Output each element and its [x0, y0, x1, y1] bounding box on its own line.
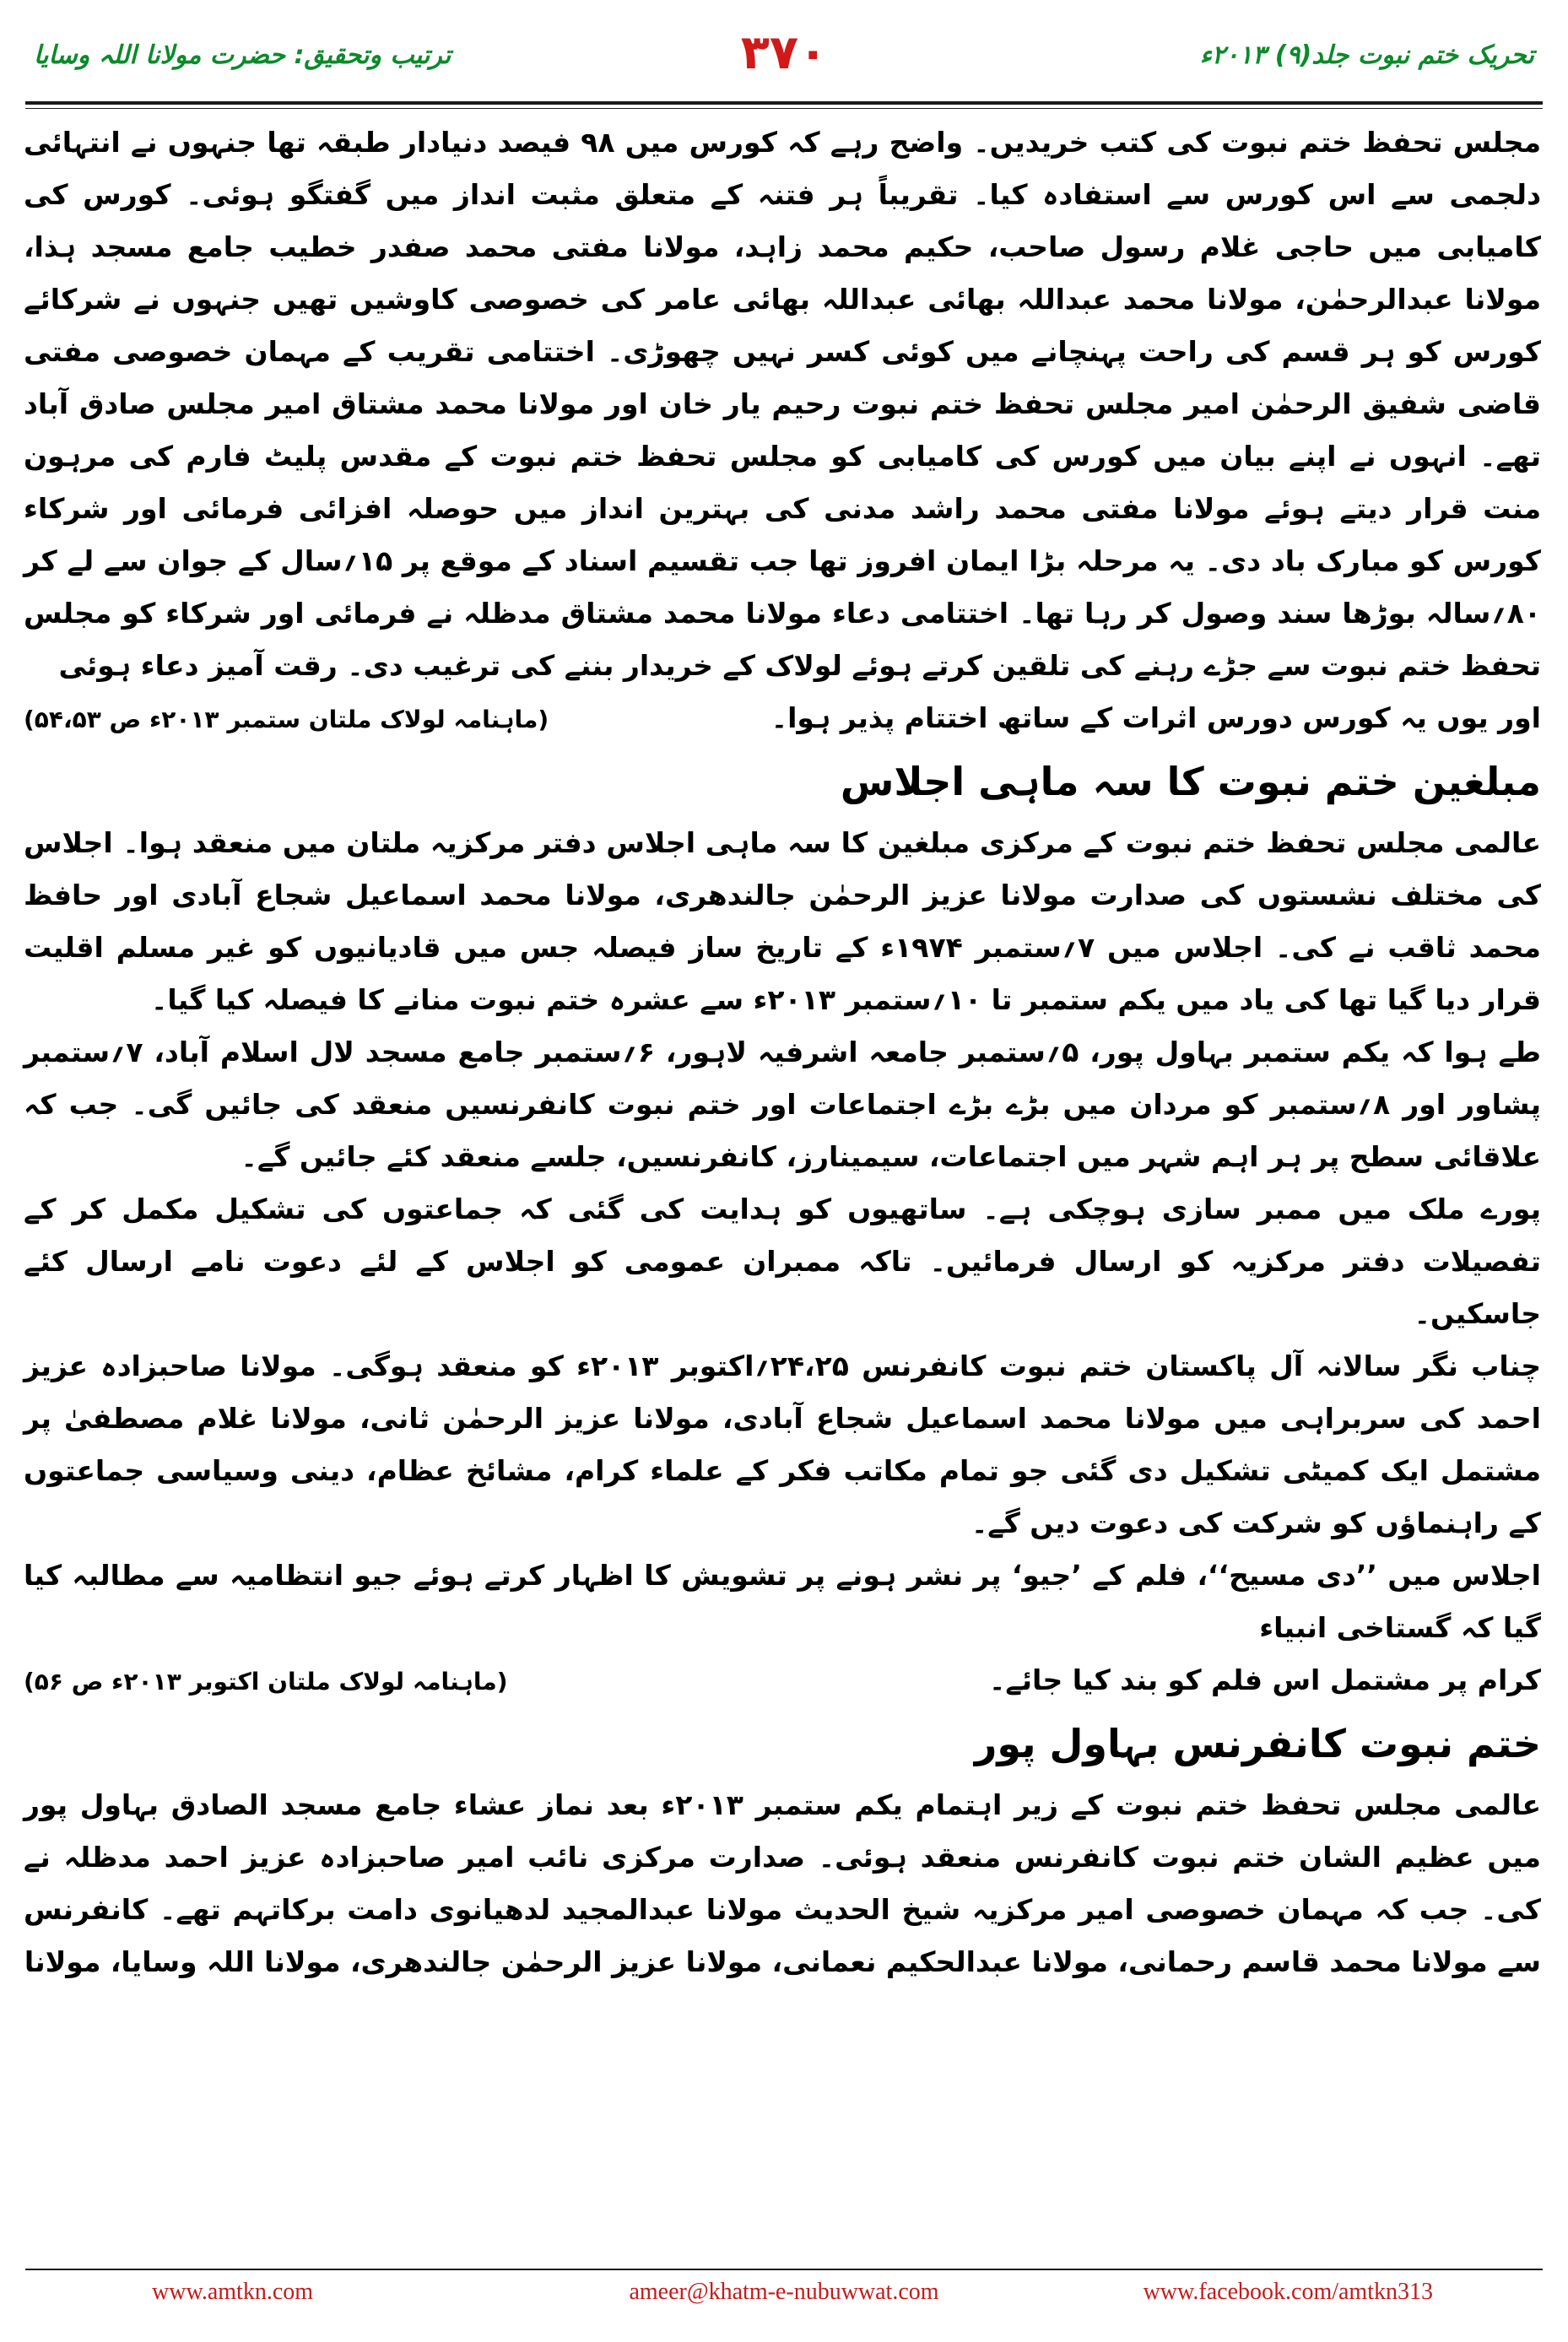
page-body — [24, 116, 1541, 2247]
closing-line — [24, 1654, 1541, 1708]
page-number: ۳۷۰ — [740, 25, 828, 80]
paragraph: عالمی مجلس تحفظ ختم نبوت کے زیر اہتمام یکم ستمبر ۲۰۱۳ء بعد نماز عشاء جامع مسجد الصادق بہاول پور میں عظیم الشان ختم نبوت کانفرنس منعقد ہوئی۔ صدارت مرکزی نائب امیر صاحبزادہ عزیز احمد مدظلہ نے کی۔ جب کہ مہمان خصوصی امیر مرکزیہ شیخ الحدیث مولانا عبدالمجید لدھیانوی دامت برکاتہم تھے۔ کانفرنس سے مولانا محمد قاسم رحمانی، مولانا عبدالحکیم نعمانی، مولانا عزیز الرحمٰن جالندھری، مولانا اللہ وسایا، مولانا — [24, 1788, 1541, 1978]
section-heading: مبلغین ختم نبوت کا سہ ماہی اجلاس — [840, 759, 1541, 804]
paragraph: پورے ملک میں ممبر سازی ہوچکی ہے۔ ساتھیوں کو ہدایت کی گئی کہ جماعتوں کی تشکیل مکمل کر کے تفصیلات دفتر مرکزیہ کو ارسال فرمائیں۔ تاکہ ممبران عمومی کو اجلاس کے لئے دعوت نامے ارسال کئے جاسکیں۔ — [24, 1193, 1541, 1330]
paragraph: مجلس تحفظ ختم نبوت کی کتب خریدیں۔ واضح رہے کہ کورس میں ۹۸ فیصد دنیادار طبقہ تھا جنہوں نے انتہائی دلجمی سے اس کورس سے استفادہ کیا۔ تقریباً ہر فتنہ کے متعلق مثبت انداز میں گفتگو ہوئی۔ کورس کی کامیابی میں حاجی غلام رسول صاحب، حکیم محمد زاہد، مولانا مفتی محمد صفدر خطیب جامع مسجد ہذا، مولانا عبدالرحمٰن، مولانا محمد عبداللہ بھائی عبداللہ بھائی عامر کی خصوصی کاوشیں تھیں جنہوں نے شرکائے کورس کو ہر قسم کی راحت پہنچانے میں کوئی کسر نہیں چھوڑی۔ اختتامی تقریب کے مہمان خصوصی مفتی قاضی شفیق الرحمٰن امیر مجلس تحفظ ختم نبوت رحیم یار خان اور مولانا محمد مشتاق امیر مجلس صادق آباد تھے۔ انہوں نے اپنے بیان میں کورس کی کامیابی کو مجلس تحفظ ختم نبوت کے مقدس پلیٹ فارم کی مرہون منت قرار دیتے ہوئے مولانا مفتی محمد راشد مدنی کی بہترین انداز میں حوصلہ افزائی فرمائی اور شرکاء کورس کو مبارک باد دی۔ یہ مرحلہ بڑا ایمان افروز تھا جب تقسیم اسناد کے موقع پر ۱۵؍سال کے جوان سے لے کر ۸۰؍سالہ بوڑھا سند وصول کر رہا تھا۔ اختتامی دعاء مولانا محمد مشتاق مدظلہ نے فرمائی اور شرکاء کو مجلس تحفظ ختم نبوت سے جڑے رہنے کی تلقین کرتے ہوئے لولاک کے خریدار بننے کی ترغیب دی۔ رقت آمیز دعاء ہوئی — [24, 126, 1542, 682]
paragraph: عالمی مجلس تحفظ ختم نبوت کے مرکزی مبلغین کا سہ ماہی اجلاس دفتر مرکزیہ ملتان میں منعقد ہوا۔ اجلاس کی مختلف نشستوں کی صدارت مولانا عزیز الرحمٰن جالندھری، مولانا محمد اسماعیل شجاع آبادی اور حافظ محمد ثاقب نے کی۔ اجلاس میں ۷؍ستمبر ۱۹۷۴ء کے تاریخ ساز فیصلہ جس میں قادیانیوں کو غیر مسلم اقلیت قرار دیا گیا تھا کی یاد میں یکم ستمبر تا ۱۰؍ستمبر ۲۰۱۳ء سے عشرہ ختم نبوت منانے کا فیصلہ کیا گیا۔ — [24, 826, 1541, 1016]
compiler-credit: ترتیب وتحقیق: حضرت مولانا اللہ وسایا — [34, 41, 451, 70]
facebook-link[interactable]: www.facebook.com/amtkn313 — [1143, 2279, 1433, 2305]
paragraph: چناب نگر سالانہ آل پاکستان ختم نبوت کانفرنس ۲۴،۲۵؍اکتوبر ۲۰۱۳ء کو منعقد ہوگی۔ مولانا صاحبزادہ عزیز احمد کی سربراہی میں مولانا محمد اسماعیل شجاع آبادی، مولانا عزیز الرحمٰن ثانی، مولانا غلام مصطفیٰ پر مشتمل ایک کمیٹی تشکیل دی گئی جو تمام مکاتب فکر کے علماء کرام، مشائخ عظام، دینی وسیاسی جماعتوں کے راہنماؤں کو شرکت کی دعوت دیں گے۔ — [24, 1349, 1541, 1539]
header-divider — [25, 101, 1543, 105]
paragraph: طے ہوا کہ یکم ستمبر بہاول پور، ۵؍ستمبر جامعہ اشرفیہ لاہور، ۶؍ستمبر جامع مسجد لال اسلام آباد، ۷؍ستمبر پشاور اور ۸؍ستمبر کو مردان میں بڑے بڑے اجتماعات اور ختم نبوت کانفرنسیں منعقد کی جائیں گی۔ جب کہ علاقائی سطح پر ہر اہم شہر میں اجتماعات، سیمینارز، کانفرنسیں، جلسے منعقد کئے جائیں گے۔ — [24, 1036, 1542, 1173]
header-divider-thin — [25, 108, 1543, 109]
footer-divider — [25, 2269, 1543, 2270]
page-header — [25, 25, 1543, 101]
section-heading: ختم نبوت کانفرنس بہاول پور — [974, 1721, 1541, 1766]
closing-text: اور یوں یہ کورس دورس اثرات کے ساتھ اختتام پذیر ہوا۔ — [770, 701, 1541, 734]
closing-line — [24, 692, 1541, 746]
book-title: تحریک ختم نبوت جلد(۹) ۲۰۱۳ء — [1199, 41, 1534, 70]
paragraph: اجلاس میں ’’دی مسیح‘‘، فلم کے ’جیو‘ پر نشر ہونے پر تشویش کا اظہار کرتے ہوئے جیو انتظامیہ سے مطالبہ کیا گیا کہ گستاخی انبیاء — [24, 1559, 1541, 1644]
website-link[interactable]: www.amtkn.com — [152, 2279, 314, 2305]
closing-text: کرام پر مشتمل اس فلم کو بند کیا جائے۔ — [988, 1663, 1541, 1696]
source-reference: (ماہنامہ لولاک ملتان ستمبر ۲۰۱۳ء ص ۵۴،۵۳) — [24, 706, 549, 733]
page-footer — [25, 2279, 1543, 2312]
email-link[interactable]: ameer@khatm-e-nubuwwat.com — [629, 2279, 939, 2305]
source-reference: (ماہنامہ لولاک ملتان اکتوبر ۲۰۱۳ء ص ۵۶) — [24, 1668, 508, 1696]
